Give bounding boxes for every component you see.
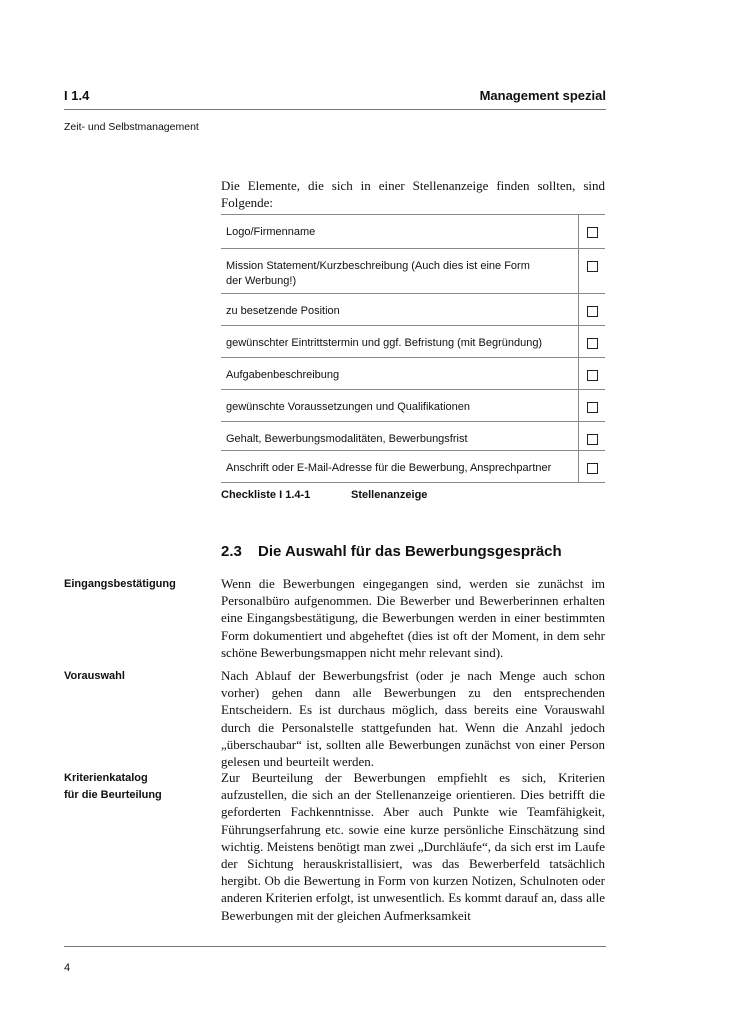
checklist-box-cell (579, 358, 606, 390)
checklist-item-label: Anschrift oder E-Mail-Adresse für die Bewerbung, Ansprechpartner (221, 451, 579, 483)
header-rule (64, 109, 606, 110)
header-chapter-title: Management spezial (479, 88, 606, 103)
checklist-row (221, 215, 605, 249)
checklist-row (221, 390, 605, 422)
checkbox-icon[interactable] (587, 306, 598, 317)
checklist-box-cell (579, 422, 606, 451)
checkbox-icon[interactable] (587, 402, 598, 413)
checklist-table (221, 214, 605, 483)
checklist-intro: Die Elemente, die sich in einer Stellenanzeige finden sollten, sind Folgende: (221, 178, 605, 210)
section-title: Die Auswahl für das Bewerbungsgespräch (258, 543, 562, 560)
footer-rule (64, 946, 606, 947)
margin-label-vorauswahl: Vorauswahl (64, 670, 125, 682)
checklist-box-cell (579, 215, 606, 249)
checklist-item-label: Aufgabenbeschreibung (221, 358, 579, 390)
checkbox-icon[interactable] (587, 227, 598, 238)
checklist-row (221, 249, 605, 294)
checklist-box-cell (579, 390, 606, 422)
checklist-item-label: Mission Statement/Kurzbeschreibung (Auch dies ist eine Form der Werbung!) (221, 249, 579, 294)
paragraph-eingangsbestaetigung: Wenn die Bewerbungen eingegangen sind, werden sie zunächst im Personalbüro aufgenommen. Die Bewerber und Bewerberinnen erhalten eine Eingangsbestätigung, die Bewerbungen werden in einer bestimmten Form dokumentiert und abgeheftet (dies ist oft der Moment, in dem sehr schöne Bewerbungsmappen nicht mehr relevant sind). (221, 576, 605, 660)
page-number: 4 (64, 962, 71, 974)
checklist-box-cell (579, 294, 606, 326)
checklist-row (221, 326, 605, 358)
checkbox-icon[interactable] (587, 261, 598, 272)
checklist-row (221, 358, 605, 390)
checklist-row (221, 294, 605, 326)
checklist-item-label: gewünschter Eintrittstermin und ggf. Befristung (mit Begründung) (221, 326, 579, 358)
checklist-caption-number: Checkliste I 1.4-1 (221, 489, 311, 501)
margin-label-kriterienkatalog: Kriterienkatalog für die Beurteilung (64, 772, 162, 801)
header-subtitle: Zeit- und Selbstmanagement (64, 121, 199, 133)
checkbox-icon[interactable] (587, 370, 598, 381)
checklist-box-cell (579, 451, 606, 483)
checklist-item-label: gewünschte Voraussetzungen und Qualifikationen (221, 390, 579, 422)
paragraph-kriterienkatalog: Zur Beurteilung der Bewerbungen empfiehlt es sich, Kriterien aufzustellen, die sich an der Stellenanzeige orientieren. Dies betrifft die geforderten Fachkenntnisse. Aber auch Punkte wie Teamfähigkeit, Führungserfahrung etc. sowie eine kurze persönliche Einschätzung sind wichtig. Meistens benötigt man zwei „Durchläufe“, da sich erst im Laufe der Sichtung herauskristallisiert, was das Bewerberfeld tatsächlich hergibt. Ob die Bewertung in Form von kurzen Notizen, Schulnoten oder anderen Kriterien erfolgt, ist unwesentlich. Es kommt darauf an, dass alle Bewerbungen mit der gleichen Aufmerksamkeit (221, 770, 605, 923)
checklist-row (221, 422, 605, 451)
checklist-row (221, 451, 605, 483)
checklist-caption-title: Stellenanzeige (351, 489, 428, 501)
checkbox-icon[interactable] (587, 338, 598, 349)
checklist-item-label: zu besetzende Position (221, 294, 579, 326)
section-number: 2.3 (221, 543, 242, 560)
checklist-item-label: Logo/Firmenname (221, 215, 579, 249)
checklist-box-cell (579, 326, 606, 358)
header-section-number: I 1.4 (64, 88, 90, 103)
checkbox-icon[interactable] (587, 434, 598, 445)
paragraph-vorauswahl: Nach Ablauf der Bewerbungsfrist (oder je nach Menge auch schon vorher) gehen dann alle Bewerbungen zu den entsprechenden Entscheidern. Es ist durchaus möglich, dass bereits eine Vorauswahl durch die Personalstelle stattgefunden hat. Wenn die Anzahl jedoch „überschaubar“ ist, sollten alle Bewerbungen zunächst von einer Person gelesen und beurteilt werden. (221, 668, 605, 770)
margin-label-eingangsbestaetigung: Eingangsbestätigung (64, 578, 176, 590)
checklist-box-cell (579, 249, 606, 294)
checklist-item-label: Gehalt, Bewerbungsmodalitäten, Bewerbungsfrist (221, 422, 579, 451)
checkbox-icon[interactable] (587, 463, 598, 474)
